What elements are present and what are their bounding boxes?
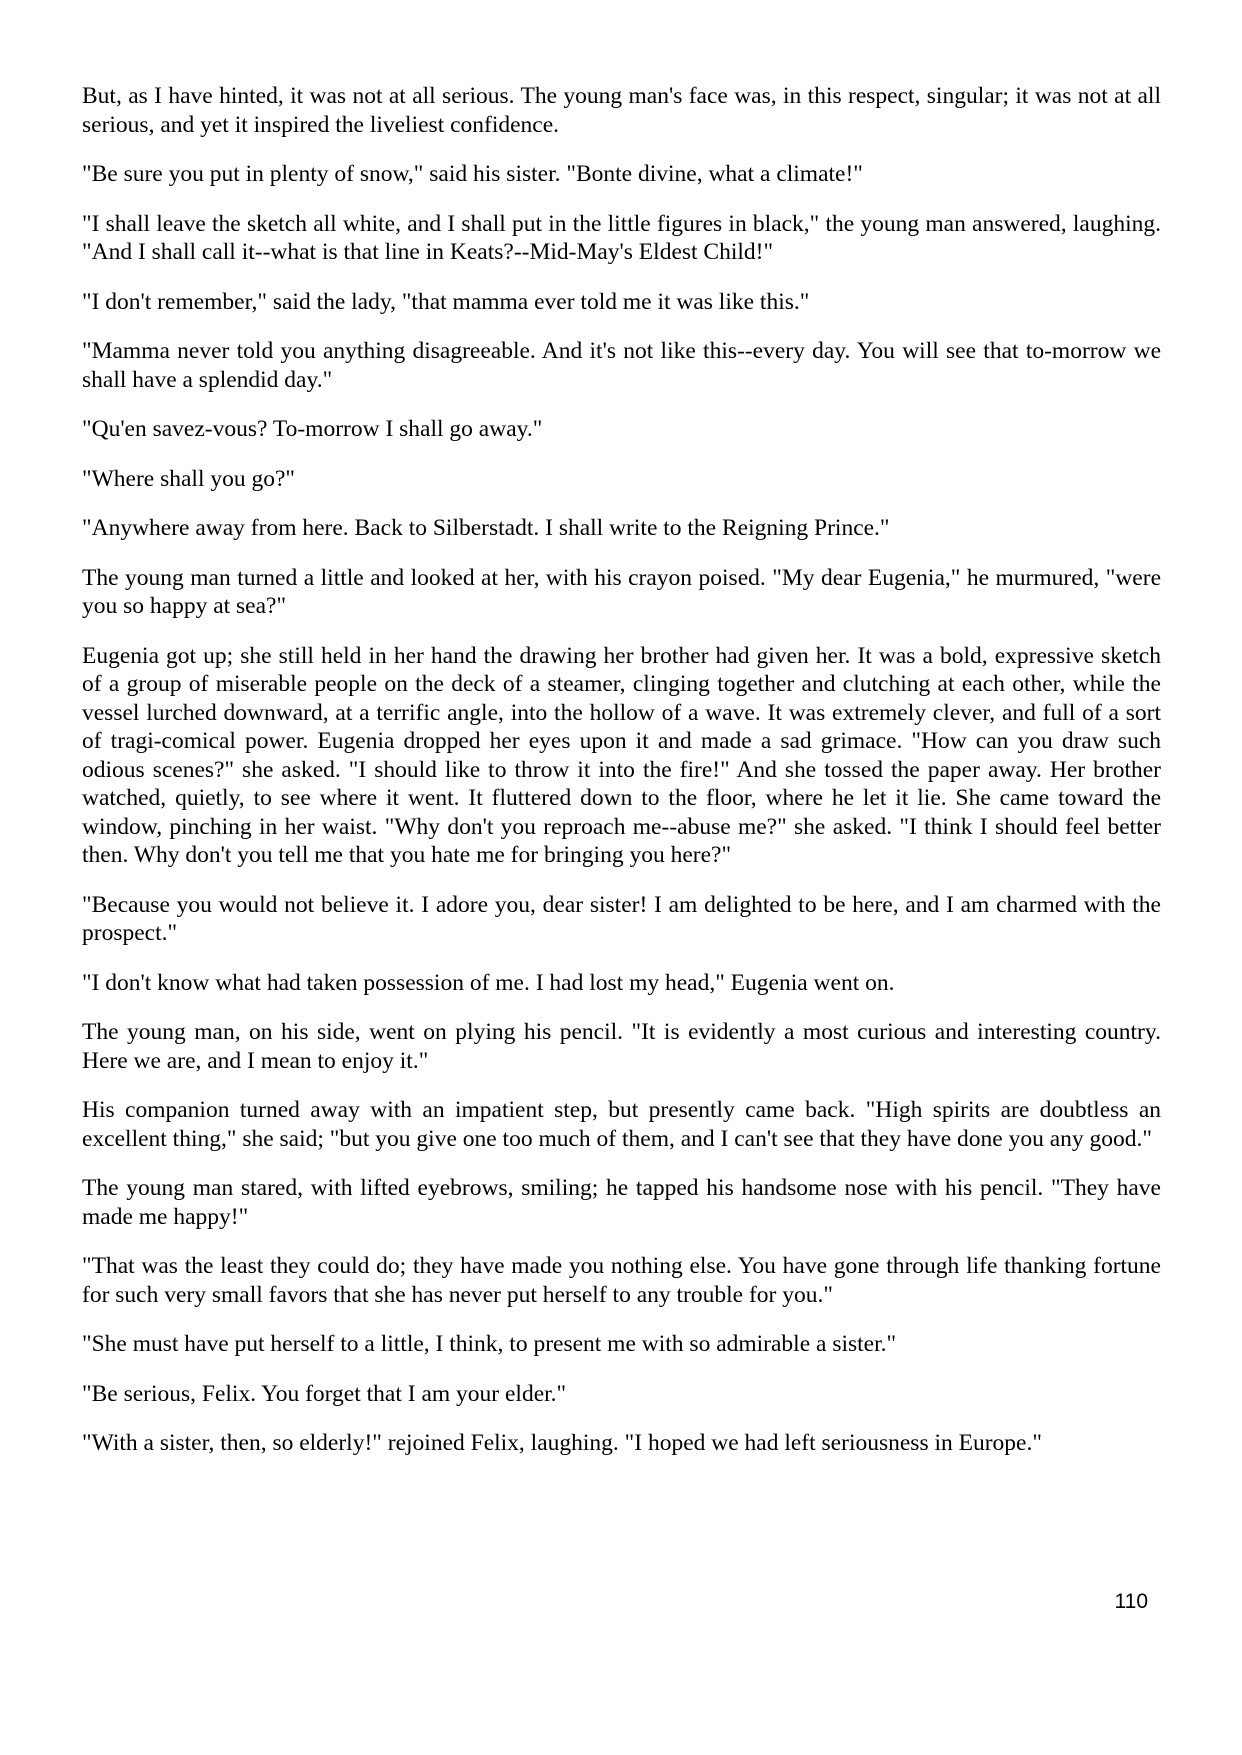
paragraph: "Be serious, Felix. You forget that I am your elder."	[82, 1380, 567, 1407]
paragraph: "I don't remember," said the lady, "that mamma ever told me it was like this."	[82, 288, 810, 315]
paragraph: "Qu'en savez-vous? To-morrow I shall go away."	[82, 416, 543, 442]
page-body	[82, 82, 1161, 1479]
paragraph: "With a sister, then, so elderly!" rejoined Felix, laughing. "I hoped we had left seriousness in Europe."	[82, 1430, 1042, 1456]
paragraph: The young man stared, with lifted eyebrows, smiling; he tapped his handsome nose with his pencil. "They have made me happy!"	[82, 1175, 1161, 1230]
paragraph: "Where shall you go?"	[82, 465, 295, 492]
paragraph: "Because you would not believe it. I adore you, dear sister! I am delighted to be here, and I am charmed with the prospect."	[82, 891, 1161, 946]
paragraph: The young man, on his side, went on plying his pencil. "It is evidently a most curious and interesting country. Here we are, and I mean to enjoy it."	[82, 1019, 1161, 1074]
paragraph: "Be sure you put in plenty of snow," said his sister. "Bonte divine, what a climate!"	[82, 161, 863, 187]
paragraph: "I shall leave the sketch all white, and I shall put in the little figures in black," the young man answered, laughing. "And I shall call it--what is that line in Keats?--Mid-May's Eldest Child!"	[82, 210, 1161, 265]
paragraph: "Mamma never told you anything disagreeable. And it's not like this--every day. You will see that to-morrow we shall have a splendid day."	[82, 338, 1161, 393]
paragraph: "She must have put herself to a little, I think, to present me with so admirable a sister."	[82, 1331, 897, 1357]
paragraph: His companion turned away with an impatient step, but presently came back. "High spirits are doubtless an excellent thing," she said; "but you give one too much of them, and I can't see that they have done you any good."	[82, 1097, 1161, 1152]
paragraph: "That was the least they could do; they have made you nothing else. You have gone through life thanking fortune for such very small favors that she has never put herself to any trouble for you."	[82, 1253, 1161, 1308]
paragraph: But, as I have hinted, it was not at all serious. The young man's face was, in this respect, singular; it was not at all serious, and yet it inspired the liveliest confidence.	[82, 83, 1161, 138]
paragraph: "Anywhere away from here. Back to Silberstadt. I shall write to the Reigning Prince."	[82, 515, 890, 541]
paragraph: Eugenia got up; she still held in her hand the drawing her brother had given her. It was a bold, expressive sketch of a group of miserable people on the deck of a steamer, clinging together and clutching at each other, while the vessel lurched downward, at a terrific angle, into the hollow of a wave. It was extremely clever, and full of a sort of tragi-comical power. Eugenia dropped her eyes upon it and made a sad grimace. "How can you draw such odious scenes?" she asked. "I should like to throw it into the fire!" And she tossed the paper away. Her brother watched, quietly, to see where it went. It fluttered down to the floor, where he let it lie. She came toward the window, pinching in her waist. "Why don't you reproach me--abuse me?" she asked. "I think I should feel better then. Why don't you tell me that you hate me for bringing you here?"	[82, 642, 1161, 868]
paragraph: The young man turned a little and looked at her, with his crayon poised. "My dear Eugenia," he murmured, "were you so happy at sea?"	[82, 564, 1161, 619]
page-number: 110	[1114, 1590, 1148, 1613]
paragraph: "I don't know what had taken possession of me. I had lost my head," Eugenia went on.	[82, 969, 895, 996]
